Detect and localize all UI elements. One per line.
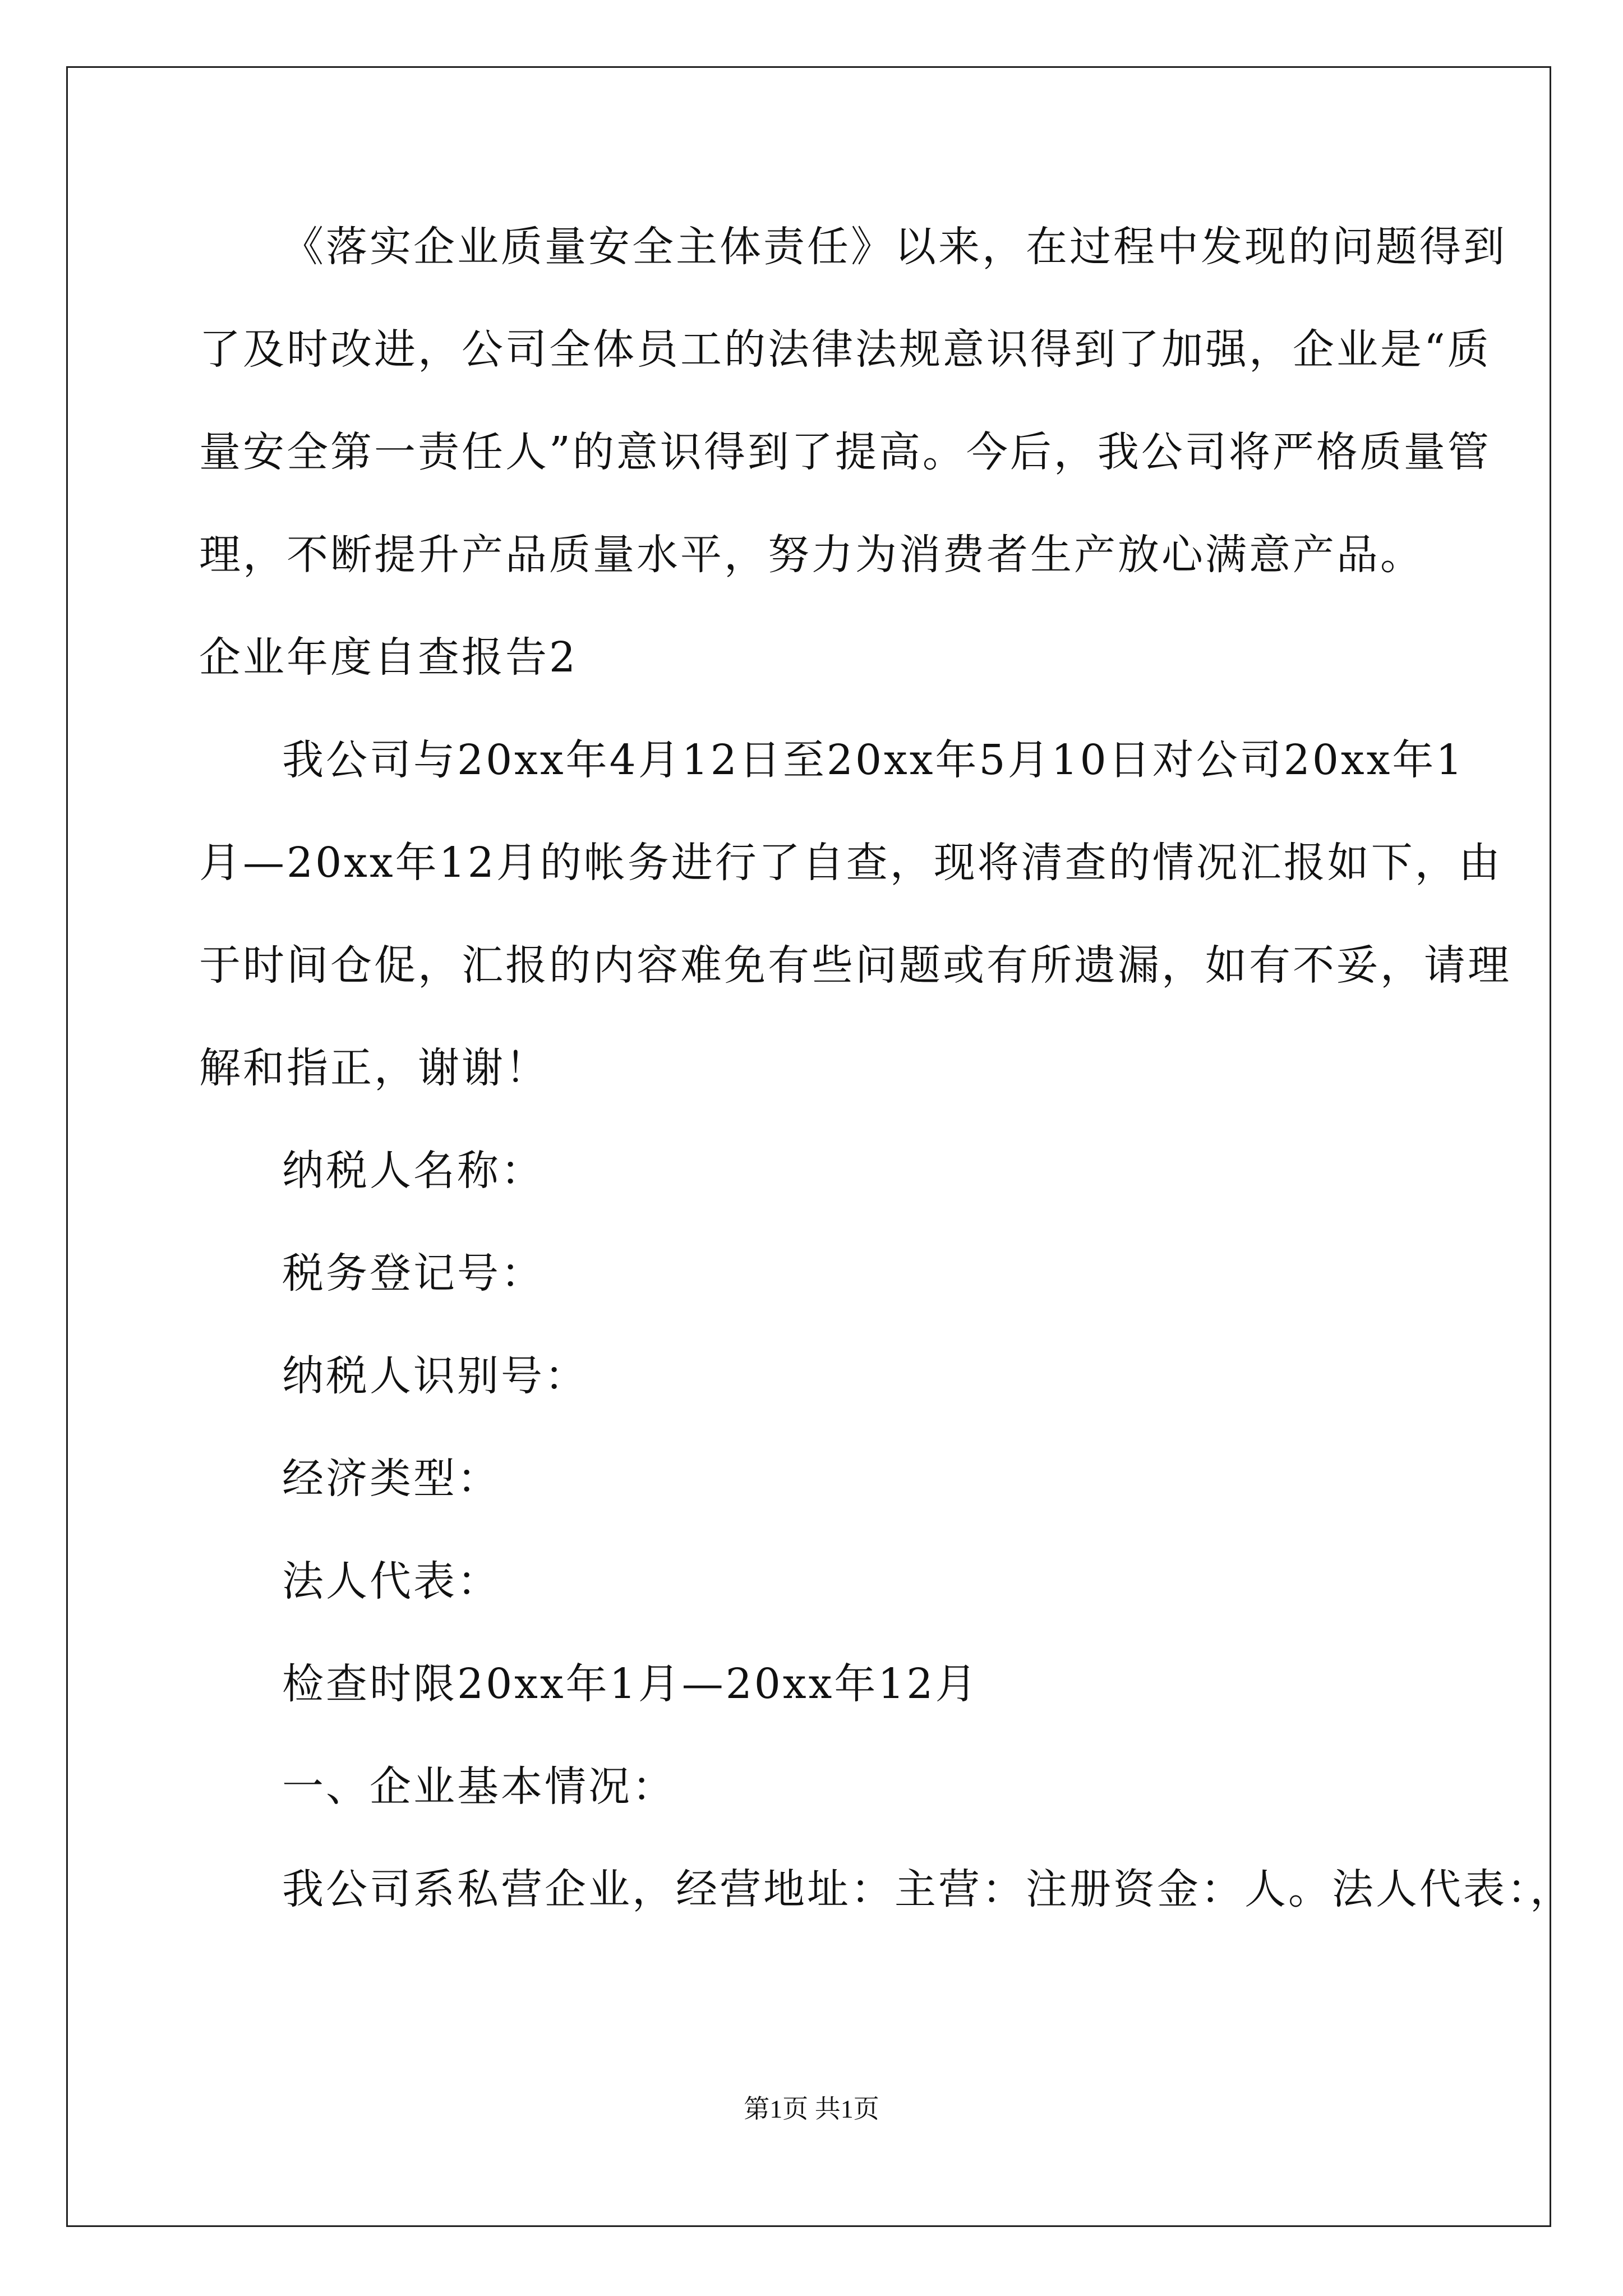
paragraph-line: 解和指正，谢谢！	[199, 1044, 549, 1092]
paragraph-line: 了及时改进，公司全体员工的法律法规意识得到了加强，企业是“质	[199, 325, 1491, 374]
paragraph-line: 我公司与20xx年4月12日至20xx年5月10日对公司20xx年1	[282, 736, 1465, 784]
field-label-legal-representative: 法人代表：	[282, 1557, 501, 1605]
section-heading: 一、企业基本情况：	[282, 1763, 676, 1811]
field-label-taxpayer-id: 纳税人识别号：	[282, 1352, 588, 1400]
section-heading: 企业年度自查报告2	[199, 633, 578, 682]
paragraph-line: 理，不断提升产品质量水平，努力为消费者生产放心满意产品。	[199, 531, 1424, 579]
paragraph-line: 《落实企业质量安全主体责任》以来，在过程中发现的问题得到	[282, 223, 1507, 271]
field-label-tax-registration-no: 税务登记号：	[282, 1249, 545, 1297]
paragraph-line: 我公司系私营企业，经营地址：主营：注册资金：人。法人代表：，	[282, 1865, 1574, 1913]
page-footer: 第1页 共1页	[744, 2095, 879, 2123]
field-label-taxpayer-name: 纳税人名称：	[282, 1147, 545, 1195]
field-inspection-period: 检查时限20xx年1月—20xx年12月	[282, 1660, 979, 1708]
paragraph-line: 量安全第一责任人”的意识得到了提高。今后，我公司将严格质量管	[199, 428, 1491, 476]
paragraph-line: 月—20xx年12月的帐务进行了自查，现将清查的情况汇报如下，由	[199, 839, 1502, 887]
paragraph-line: 于时间仓促，汇报的内容难免有些问题或有所遗漏，如有不妥，请理	[199, 941, 1511, 990]
field-label-economic-type: 经济类型：	[282, 1455, 501, 1503]
